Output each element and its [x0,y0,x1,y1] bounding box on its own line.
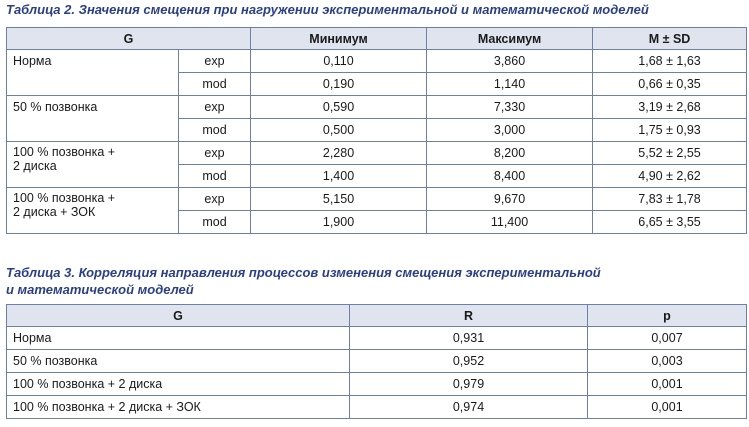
table-row [7,373,747,396]
table-row [7,188,747,211]
group-label: Норма [7,50,179,96]
msd-cell: 7,83 ± 1,78 [593,188,747,211]
table-row [7,96,747,119]
table2-header-g: G [7,28,251,50]
table-row [7,396,747,419]
p-cell: 0,001 [588,396,747,419]
group-label: 100 % позвонка + 2 диска [7,142,179,188]
msd-cell: 0,66 ± 0,35 [593,73,747,96]
group-label: 50 % позвонка [7,96,179,142]
p-cell: 0,003 [588,350,747,373]
group-cell: 100 % позвонка + 2 диска [7,373,350,396]
table2-header-max: Максимум [427,28,593,50]
table2-header-min: Минимум [251,28,427,50]
max-cell: 1,140 [427,73,593,96]
min-cell: 2,280 [251,142,427,165]
group-cell: Норма [7,327,350,350]
model-cell: mod [179,165,251,188]
msd-cell: 1,75 ± 0,93 [593,119,747,142]
max-cell: 3,000 [427,119,593,142]
max-cell: 11,400 [427,211,593,234]
max-cell: 8,400 [427,165,593,188]
model-cell: exp [179,142,251,165]
r-cell: 0,931 [350,327,588,350]
model-cell: exp [179,188,251,211]
model-cell: exp [179,50,251,73]
model-cell: mod [179,119,251,142]
table2-caption: Таблица 2. Значения смещения при нагружении экспериментальной и математической моделей [6,2,649,17]
table3-header-row [7,305,747,327]
table2-header-row [7,28,747,50]
table2-header-msd: M ± SD [593,28,747,50]
table-row [7,142,747,165]
r-cell: 0,974 [350,396,588,419]
msd-cell: 4,90 ± 2,62 [593,165,747,188]
msd-cell: 5,52 ± 2,55 [593,142,747,165]
max-cell: 8,200 [427,142,593,165]
model-cell: mod [179,211,251,234]
min-cell: 0,500 [251,119,427,142]
table-row [7,350,747,373]
model-cell: exp [179,96,251,119]
msd-cell: 3,19 ± 2,68 [593,96,747,119]
min-cell: 0,110 [251,50,427,73]
p-cell: 0,007 [588,327,747,350]
min-cell: 1,900 [251,211,427,234]
max-cell: 3,860 [427,50,593,73]
table3-caption [6,264,601,298]
table2 [6,27,747,234]
table-row [7,50,747,73]
min-cell: 1,400 [251,165,427,188]
min-cell: 0,190 [251,73,427,96]
group-cell: 100 % позвонка + 2 диска + ЗОК [7,396,350,419]
msd-cell: 1,68 ± 1,63 [593,50,747,73]
table-row [7,327,747,350]
r-cell: 0,952 [350,350,588,373]
table3 [6,304,747,419]
p-cell: 0,001 [588,373,747,396]
table3-caption-line: Таблица 3. Корреляция направления процессов изменения смещения экспериментальной [6,265,601,280]
group-label: 100 % позвонка + 2 диска + ЗОК [7,188,179,234]
table3-header-g: G [7,305,350,327]
min-cell: 0,590 [251,96,427,119]
table3-header-r: R [350,305,588,327]
msd-cell: 6,65 ± 3,55 [593,211,747,234]
min-cell: 5,150 [251,188,427,211]
group-cell: 50 % позвонка [7,350,350,373]
max-cell: 7,330 [427,96,593,119]
table3-header-p: p [588,305,747,327]
table3-caption-line: и математической моделей [6,282,194,297]
model-cell: mod [179,73,251,96]
r-cell: 0,979 [350,373,588,396]
max-cell: 9,670 [427,188,593,211]
